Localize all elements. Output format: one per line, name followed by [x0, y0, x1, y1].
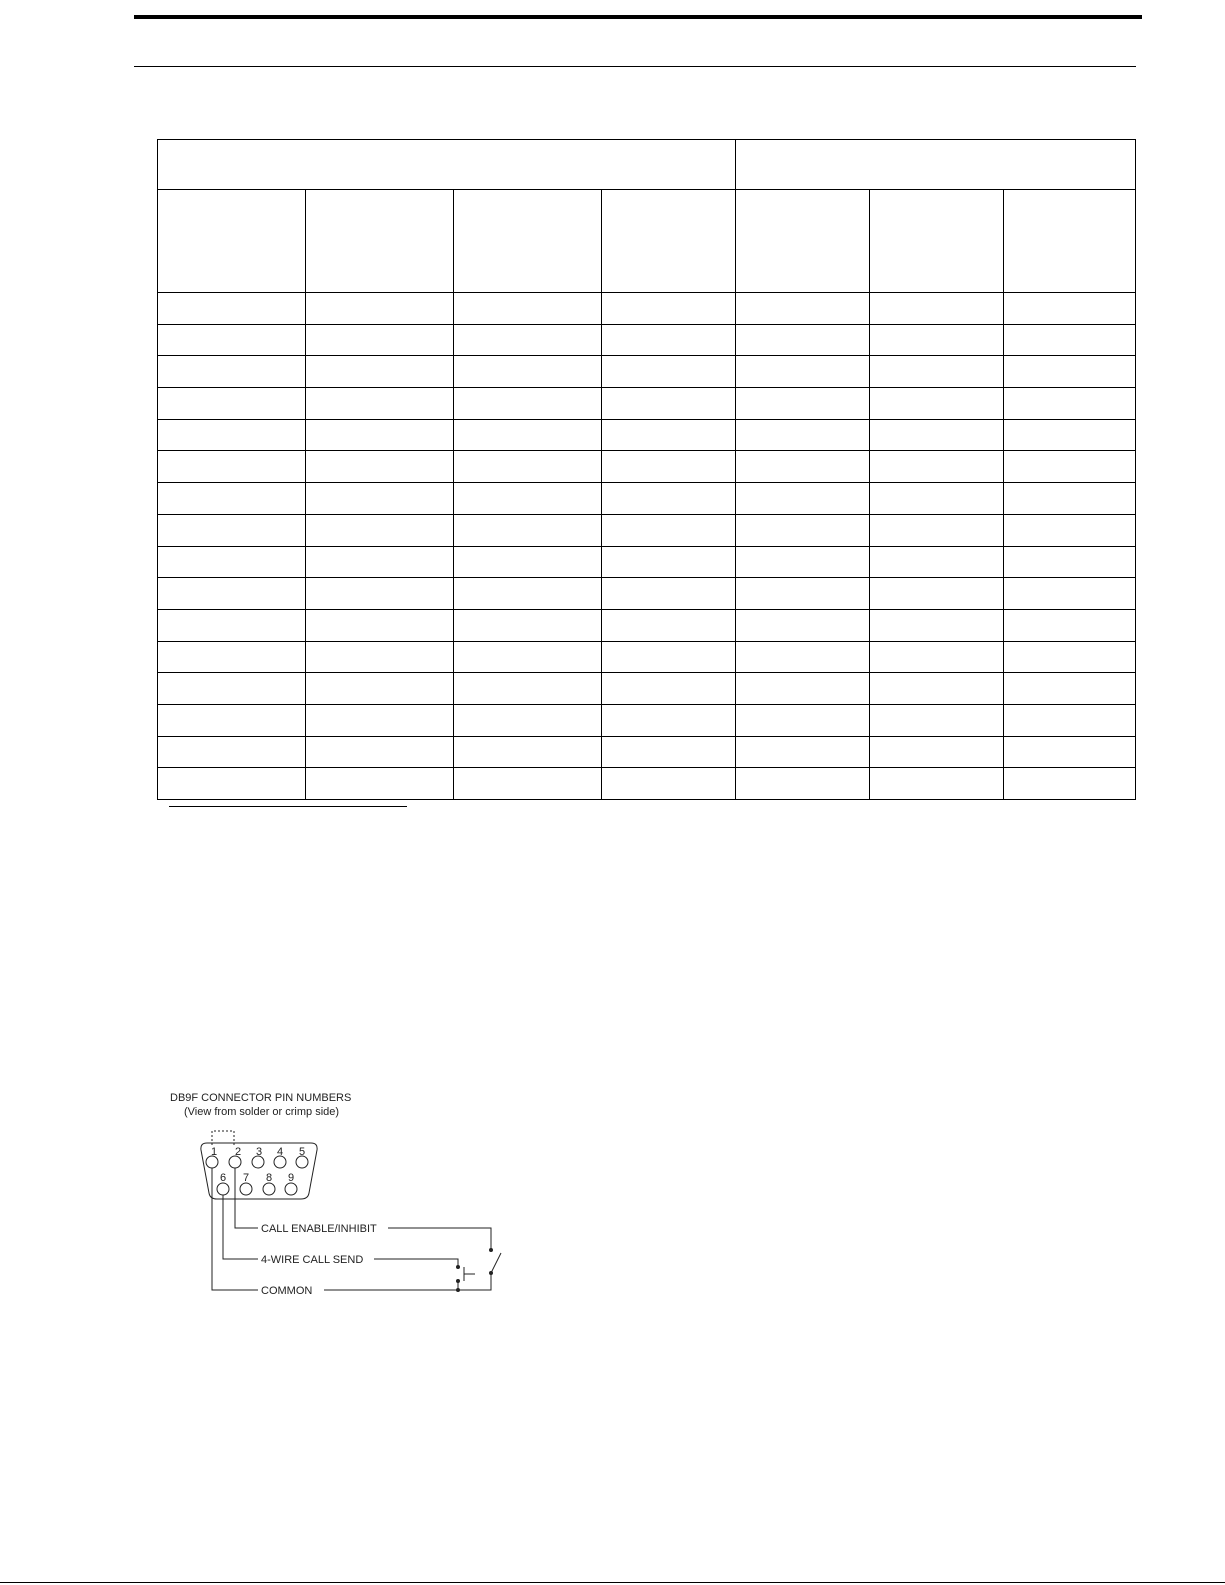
- table-row: [158, 736, 1136, 768]
- table-row: [158, 673, 1136, 705]
- table-cell: [306, 546, 454, 578]
- table-row: [158, 514, 1136, 546]
- table-cell: [736, 514, 870, 546]
- table-cell: [736, 451, 870, 483]
- table-cell: [602, 609, 736, 641]
- table-row: [158, 704, 1136, 736]
- table-cell: [454, 483, 602, 515]
- table-column-header: [736, 190, 870, 293]
- table-row: [158, 451, 1136, 483]
- table-cell: [306, 483, 454, 515]
- pin-number: 8: [266, 1172, 273, 1184]
- pin-row-top: [206, 1146, 308, 1168]
- table-cell: [736, 388, 870, 420]
- table-cell: [1004, 451, 1136, 483]
- table-cell: [158, 483, 306, 515]
- table-cell: [158, 451, 306, 483]
- table-cell: [1004, 768, 1136, 800]
- table-cell: [454, 451, 602, 483]
- table-cell: [158, 514, 306, 546]
- table-cell: [306, 609, 454, 641]
- table-cell: [306, 356, 454, 388]
- table-cell: [306, 768, 454, 800]
- table-row: [158, 483, 1136, 515]
- table-cell: [1004, 578, 1136, 610]
- table-cell: [602, 578, 736, 610]
- table-cell: [602, 451, 736, 483]
- push-button-icon: [464, 1267, 475, 1281]
- wire-call-send-right: [374, 1259, 458, 1267]
- wire-common-right: [324, 1273, 491, 1290]
- table-cell: [158, 324, 306, 356]
- table-group-header-row: [158, 140, 1136, 190]
- table-column-header: [1004, 190, 1136, 293]
- table-cell: [454, 641, 602, 673]
- table-cell: [602, 704, 736, 736]
- table-cell: [870, 293, 1004, 325]
- table-cell: [870, 356, 1004, 388]
- table-cell: [870, 388, 1004, 420]
- label-call-enable: CALL ENABLE/INHIBIT: [261, 1223, 377, 1235]
- table-row: [158, 293, 1136, 325]
- junction-dot: [489, 1248, 493, 1252]
- table-cell: [736, 356, 870, 388]
- table-row: [158, 356, 1136, 388]
- table-cell: [602, 514, 736, 546]
- table-cell: [306, 673, 454, 705]
- table-cell: [306, 451, 454, 483]
- table-row: [158, 324, 1136, 356]
- table-cell: [1004, 356, 1136, 388]
- table-cell: [1004, 483, 1136, 515]
- table-column-header-row: [158, 190, 1136, 293]
- table-cell: [1004, 641, 1136, 673]
- pin-number: 6: [220, 1172, 227, 1184]
- junction-dot: [489, 1271, 493, 1275]
- table-cell: [1004, 514, 1136, 546]
- table-cell: [602, 546, 736, 578]
- table-cell: [870, 704, 1004, 736]
- table-cell: [306, 388, 454, 420]
- table-cell: [306, 736, 454, 768]
- table-cell: [736, 483, 870, 515]
- table-cell: [158, 641, 306, 673]
- table-cell: [158, 388, 306, 420]
- table-cell: [602, 324, 736, 356]
- wire-call-send: [223, 1195, 258, 1259]
- pin-number: 1: [211, 1146, 218, 1158]
- table-cell: [602, 768, 736, 800]
- table-cell: [736, 673, 870, 705]
- table-cell: [736, 704, 870, 736]
- table-cell: [602, 356, 736, 388]
- table-cell: [602, 736, 736, 768]
- table-cell: [454, 704, 602, 736]
- header-rule-thin: [134, 66, 1136, 67]
- table-cell: [158, 768, 306, 800]
- table-cell: [870, 514, 1004, 546]
- table-cell: [454, 546, 602, 578]
- table-cell: [454, 419, 602, 451]
- table-cell: [736, 293, 870, 325]
- table-cell: [454, 609, 602, 641]
- junction-dot: [456, 1288, 460, 1292]
- table-cell: [736, 419, 870, 451]
- pin-6: [217, 1183, 229, 1195]
- table-cell: [870, 641, 1004, 673]
- table-cell: [1004, 293, 1136, 325]
- wire-call-enable-right: [388, 1228, 491, 1250]
- pin-number: 9: [288, 1172, 295, 1184]
- table-cell: [736, 578, 870, 610]
- table-column-header: [306, 190, 454, 293]
- table-cell: [736, 641, 870, 673]
- pin-8: [263, 1183, 275, 1195]
- label-common: COMMON: [261, 1285, 313, 1297]
- diagram-subtitle: (View from solder or crimp side): [184, 1106, 340, 1118]
- pin-number: 4: [277, 1146, 284, 1158]
- table-cell: [602, 419, 736, 451]
- table-cell: [158, 609, 306, 641]
- table-cell: [306, 641, 454, 673]
- table-cell: [870, 609, 1004, 641]
- table-cell: [1004, 546, 1136, 578]
- table-cell: [870, 324, 1004, 356]
- table-cell: [602, 388, 736, 420]
- junction-dot: [456, 1265, 460, 1269]
- table-row: [158, 609, 1136, 641]
- table-row: [158, 419, 1136, 451]
- pin-number: 5: [299, 1146, 306, 1158]
- table-cell: [158, 673, 306, 705]
- table-cell: [454, 388, 602, 420]
- table-cell: [454, 324, 602, 356]
- pin-9: [285, 1183, 297, 1195]
- db9f-wiring-diagram: [160, 1085, 520, 1305]
- table-cell: [454, 293, 602, 325]
- table-row: [158, 768, 1136, 800]
- table-cell: [870, 483, 1004, 515]
- table-cell: [1004, 673, 1136, 705]
- table-cell: [736, 609, 870, 641]
- table-cell: [158, 736, 306, 768]
- table-cell: [870, 768, 1004, 800]
- table-column-header: [602, 190, 736, 293]
- table-cell: [158, 546, 306, 578]
- table-row: [158, 388, 1136, 420]
- pin-row-bottom: [217, 1172, 297, 1195]
- pin-7: [240, 1183, 252, 1195]
- specification-table: [157, 139, 1136, 800]
- table-cell: [870, 419, 1004, 451]
- table-cell: [454, 578, 602, 610]
- table-cell: [602, 293, 736, 325]
- table-cell: [736, 768, 870, 800]
- pin-number: 7: [243, 1172, 250, 1184]
- table-group-header-left: [158, 140, 736, 190]
- table-cell: [736, 324, 870, 356]
- table-row: [158, 641, 1136, 673]
- table-cell: [602, 641, 736, 673]
- pin-number: 3: [256, 1146, 263, 1158]
- table-column-header: [870, 190, 1004, 293]
- table-cell: [454, 514, 602, 546]
- table-cell: [1004, 736, 1136, 768]
- table-row: [158, 578, 1136, 610]
- table-cell: [158, 419, 306, 451]
- table-cell: [306, 419, 454, 451]
- toggle-switch-icon: [491, 1253, 501, 1273]
- table-group-header-right: [736, 140, 1136, 190]
- table-cell: [1004, 609, 1136, 641]
- table-cell: [306, 578, 454, 610]
- footer-rule: [0, 1582, 1225, 1583]
- table-cell: [870, 451, 1004, 483]
- table-column-header: [454, 190, 602, 293]
- table-cell: [158, 356, 306, 388]
- table-cell: [870, 673, 1004, 705]
- junction-dot: [456, 1279, 460, 1283]
- table-cell: [306, 514, 454, 546]
- footnote-separator: [169, 806, 407, 807]
- diagram-title: DB9F CONNECTOR PIN NUMBERS: [170, 1092, 352, 1104]
- table-cell: [454, 736, 602, 768]
- table-column-header: [158, 190, 306, 293]
- header-rule-thick: [134, 15, 1142, 19]
- table-cell: [1004, 704, 1136, 736]
- table-cell: [736, 546, 870, 578]
- table-cell: [1004, 388, 1136, 420]
- table-cell: [306, 704, 454, 736]
- table-cell: [454, 356, 602, 388]
- table-row: [158, 546, 1136, 578]
- table-cell: [454, 768, 602, 800]
- table-cell: [306, 293, 454, 325]
- table-cell: [158, 704, 306, 736]
- table-cell: [158, 293, 306, 325]
- table-cell: [158, 578, 306, 610]
- junction-dots: [456, 1248, 493, 1292]
- table-cell: [602, 673, 736, 705]
- pin-number: 2: [235, 1146, 242, 1158]
- table-cell: [736, 736, 870, 768]
- label-call-send: 4-WIRE CALL SEND: [261, 1254, 364, 1266]
- table-cell: [870, 736, 1004, 768]
- table-cell: [870, 546, 1004, 578]
- table-cell: [306, 324, 454, 356]
- table-cell: [602, 483, 736, 515]
- table-cell: [870, 578, 1004, 610]
- table-cell: [1004, 419, 1136, 451]
- table-cell: [1004, 324, 1136, 356]
- table-cell: [454, 673, 602, 705]
